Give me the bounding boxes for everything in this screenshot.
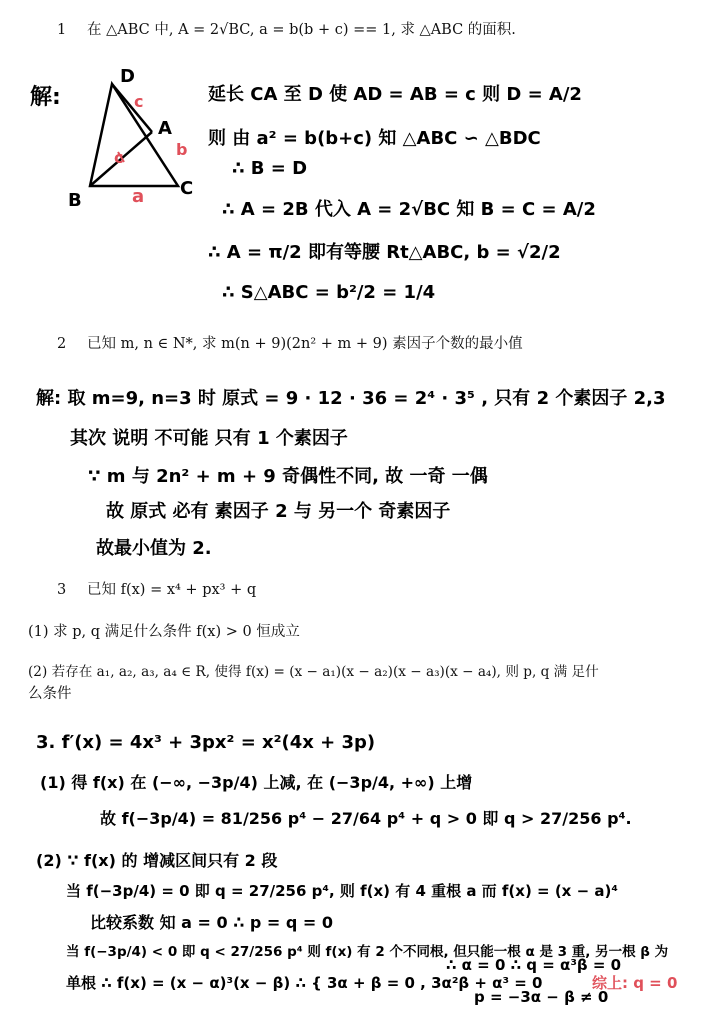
- solution-line: ∴ α = 0 ∴ q = α³β = 0: [446, 956, 622, 974]
- solution-line: (1) 得 f(x) 在 (−∞, −3p/4) 上减, 在 (−3p/4, +∞) 上增: [40, 773, 473, 792]
- solution-line: 单根 ∴ f(x) = (x − α)³(x − β) ∴ { 3α + β = 0 , 3α²β + α³ = 0: [66, 974, 543, 992]
- solution-line: ∴ A = 2B 代入 A = 2√BC 知 B = C = A/2: [222, 199, 596, 220]
- question-text: 已知 m, n ∈ N*, 求 m(n + 9)(2n² + m + 9) 素因子个数的最小值: [87, 336, 523, 352]
- conclusion-note: 综上: q = 0: [592, 974, 678, 992]
- label-b: B: [68, 190, 82, 211]
- solution-line: 故 f(−3p/4) = 81/256 p⁴ − 27/64 p⁴ + q > 0 即 q > 27/256 p⁴.: [100, 809, 632, 828]
- solution-line: (2) ∵ f(x) 的 增减区间只有 2 段: [36, 851, 278, 870]
- solution-line: 则 由 a² = b(b+c) 知 △ABC ∽ △BDC: [208, 128, 541, 149]
- solution-line: 3. f′(x) = 4x³ + 3px² = x²(4x + 3p): [36, 732, 376, 753]
- solution-label: 解:: [30, 85, 61, 110]
- solution-line: 解: 取 m=9, n=3 时 原式 = 9 · 12 · 36 = 2⁴ · 3⁵ , 只有 2 个素因子 2,3: [36, 388, 666, 409]
- question-3-part-2: (2) 若存在 a₁, a₂, a₃, a₄ ∈ R, 使得 f(x) = (x − a₁)(x − a₂)(x − a₃)(x − a₄), 则 p, q 满 足什: [28, 664, 599, 680]
- solution-line: ∴ A = π/2 即有等腰 Rt△ABC, b = √2/2: [208, 242, 561, 263]
- question-text: 已知 f(x) = x⁴ + px³ + q: [87, 582, 257, 598]
- solution-line: 当 f(−3p/4) < 0 即 q < 27/256 p⁴ 则 f(x) 有 2 个不同根, 但只能一根 α 是 3 重, 另一根 β 为: [66, 944, 669, 960]
- question-number: 3: [57, 582, 67, 598]
- question-3-part-1: (1) 求 p, q 满足什么条件 f(x) > 0 恒成立: [28, 624, 300, 640]
- side-label-b: b: [176, 140, 188, 159]
- solution-line: 当 f(−3p/4) = 0 即 q = 27/256 p⁴, 则 f(x) 有 4 重根 a 而 f(x) = (x − a)⁴: [66, 882, 618, 900]
- solution-line: ∴ S△ABC = b²/2 = 1/4: [222, 282, 436, 303]
- question-text: 在 △ABC 中, A = 2√BC, a = b(b + c) == 1, 求 △ABC 的面积.: [87, 22, 516, 38]
- label-d: D: [120, 66, 135, 87]
- side-label-c-lower: c: [114, 148, 124, 167]
- label-c: C: [180, 178, 194, 199]
- solution-line: 故 原式 必有 素因子 2 与 另一个 奇素因子: [106, 501, 451, 522]
- question-number: 1: [57, 22, 67, 38]
- solution-line: p = −3α − β ≠ 0: [474, 988, 609, 1006]
- question-3-part-2-cont: 么条件: [28, 686, 72, 702]
- solution-line: 其次 说明 不可能 只有 1 个素因子: [70, 428, 348, 449]
- question-number: 2: [57, 336, 67, 352]
- solution-line: 故最小值为 2.: [96, 538, 212, 559]
- label-a: A: [158, 118, 172, 139]
- solution-line: 比较系数 知 a = 0 ∴ p = q = 0: [90, 913, 334, 932]
- solution-line: ∴ B = D: [232, 158, 308, 179]
- solution-line: ∵ m 与 2n² + m + 9 奇偶性不同, 故 一奇 一偶: [88, 466, 488, 487]
- question-3: [57, 580, 256, 600]
- extension-segment: [112, 84, 152, 132]
- side-label-c-upper: c: [134, 92, 144, 111]
- solution-line: 延长 CA 至 D 使 AD = AB = c 则 D = A/2: [208, 84, 582, 105]
- side-label-a: a: [132, 186, 145, 207]
- question-2: [57, 334, 523, 354]
